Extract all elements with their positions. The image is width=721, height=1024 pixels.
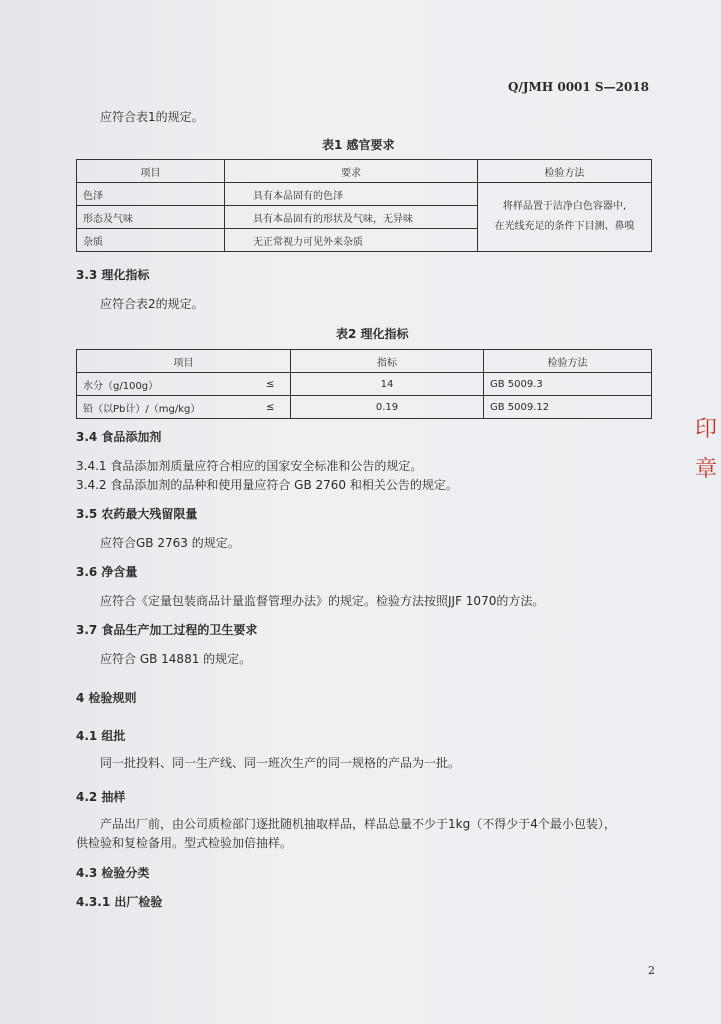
- table2-header-item: 项目: [77, 350, 291, 373]
- table2-header-method: 检验方法: [484, 350, 652, 373]
- table1-caption: 表1 感官要求: [322, 138, 395, 152]
- table1-item: 色泽: [77, 183, 225, 206]
- table1-method-line2: 在光线充足的条件下目测、鼻嗅: [494, 221, 635, 232]
- table1-header-req: 要求: [225, 160, 478, 183]
- section-3-4-title: 3.4 食品添加剂: [76, 430, 162, 444]
- section-3-7-text: 应符合 GB 14881 的规定。: [100, 652, 252, 666]
- table1-header-method: 检验方法: [478, 160, 652, 183]
- table1-req: 无正常视力可见外来杂质: [225, 229, 478, 252]
- section-3-6-title: 3.6 净含量: [76, 565, 138, 579]
- table1-item: 形态及气味: [77, 206, 225, 229]
- section-4-2-line1: 产品出厂前，由公司质检部门逐批随机抽取样品，样品总量不少于1kg（不得少于4个最小包装），: [100, 817, 616, 831]
- section-4-1-title: 4.1 组批: [76, 729, 126, 743]
- section-4-2-title: 4.2 抽样: [76, 790, 126, 804]
- physchem-table: [76, 349, 652, 419]
- table1-item: 杂质: [77, 229, 225, 252]
- table2-op: ≤: [260, 396, 291, 419]
- table1-method: [478, 183, 652, 252]
- sensory-table: [76, 159, 652, 252]
- table2-value: 14: [291, 373, 484, 396]
- red-stamp-fragment: 印 章: [695, 417, 718, 482]
- table1-req: 具有本品固有的色泽: [225, 183, 478, 206]
- table2-method: GB 5009.3: [484, 373, 652, 396]
- table2-method: GB 5009.12: [484, 396, 652, 419]
- section-3-4-2: 3.4.2 食品添加剂的品种和使用量应符合 GB 2760 和相关公告的规定。: [76, 478, 458, 492]
- table1-method-line1: 将样品置于洁净白色容器中,: [502, 201, 627, 212]
- table1-header-item: 项目: [77, 160, 225, 183]
- section-4-2-line2: 供检验和复检备用。型式检验加倍抽样。: [76, 836, 293, 850]
- table2-item: 铅（以Pb计）/（mg/kg）: [77, 396, 261, 419]
- table2-header-value: 指标: [291, 350, 484, 373]
- table2-op: ≤: [260, 373, 291, 396]
- section-3-3-text: 应符合表2的规定。: [100, 297, 204, 311]
- table1-req: 具有本品固有的形状及气味，无异味: [225, 206, 478, 229]
- section-3-3-title: 3.3 理化指标: [76, 268, 150, 282]
- section-4-title: 4 检验规则: [76, 691, 137, 705]
- section-3-5-text: 应符合GB 2763 的规定。: [100, 536, 240, 550]
- table2-caption: 表2 理化指标: [336, 327, 409, 341]
- table2-item: 水分（g/100g）: [77, 373, 261, 396]
- table2-value: 0.19: [291, 396, 484, 419]
- section-4-3-title: 4.3 检验分类: [76, 866, 150, 880]
- section-3-6-text: 应符合《定量包装商品计量监督管理办法》的规定。检验方法按照JJF 1070的方法。: [100, 594, 545, 608]
- section-4-3-1-title: 4.3.1 出厂检验: [76, 895, 163, 909]
- page-number: 2: [648, 964, 655, 977]
- section-3-7-title: 3.7 食品生产加工过程的卫生要求: [76, 623, 258, 637]
- section-3-5-title: 3.5 农药最大残留限量: [76, 507, 198, 521]
- section-4-1-text: 同一批投料、同一生产线、同一班次生产的同一规格的产品为一批。: [100, 756, 461, 770]
- intro-line: 应符合表1的规定。: [100, 110, 204, 124]
- section-3-4-1: 3.4.1 食品添加剂质量应符合相应的国家安全标准和公告的规定。: [76, 459, 423, 473]
- standard-number: Q/JMH 0001 S—2018: [508, 80, 649, 94]
